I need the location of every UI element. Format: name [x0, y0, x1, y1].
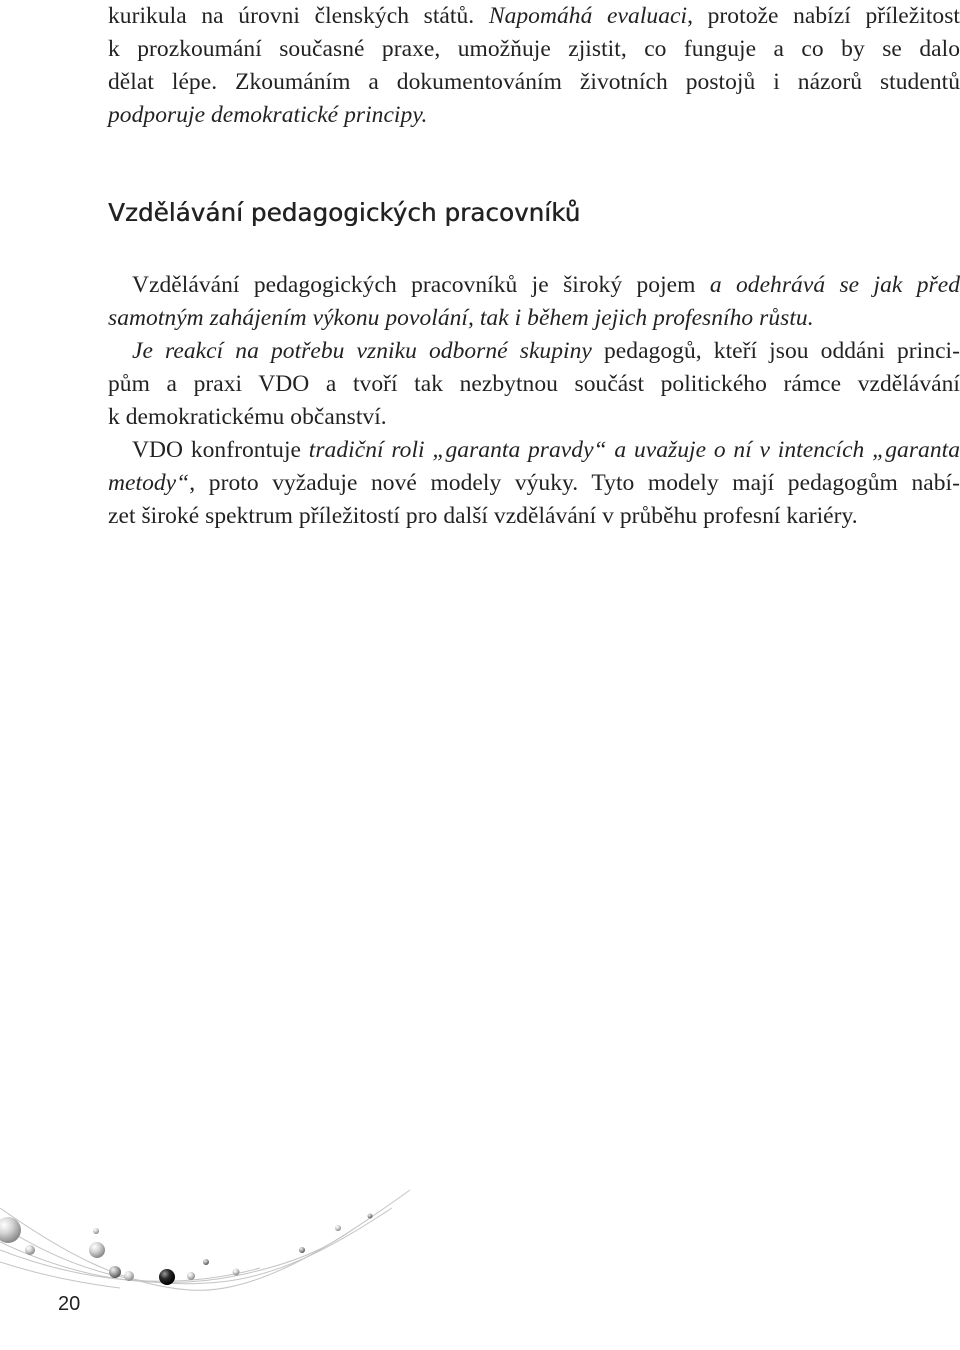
ornament-curves	[0, 1190, 410, 1290]
paragraph-2	[108, 335, 960, 434]
paragraph-2-line-1	[108, 335, 960, 368]
paragraph-1	[108, 269, 960, 335]
section-heading: Vzdělávání pedagogických pracovníků	[108, 198, 581, 227]
paragraph-1-line-1-text: Vzdělávání pedagogických pracovníků je široký pojem	[132, 272, 710, 298]
sphere-large-left	[0, 1217, 21, 1243]
sphere-mid	[89, 1242, 105, 1258]
paragraph-3-line-1	[108, 434, 960, 467]
paragraph-2-line-3: k demokratickému občanství.	[108, 404, 387, 430]
sphere-tiny-3	[233, 1269, 240, 1276]
paragraph-3-line-2-text: , proto vyžaduje nové modely výuky. Tyto modely mají pedagogům nabí-	[189, 470, 960, 496]
intro-line-4: podporuje demokratické principy.	[108, 102, 428, 128]
paragraph-3-line-1-text: VDO konfrontuje	[132, 437, 309, 463]
sphere-dark	[159, 1269, 175, 1285]
sphere-tiny-4	[299, 1247, 305, 1253]
intro-paragraph	[108, 0, 960, 132]
paragraph-1-line-1	[108, 269, 960, 302]
sphere-tiny-6	[368, 1214, 373, 1219]
intro-line-1-text: kurikula na úrovni členských států.	[108, 3, 489, 29]
paragraph-2-line-1-text: pedagogů, kteří jsou oddáni princi-	[591, 338, 960, 364]
paragraph-1-line-2: samotným zahájením výkonu povolání, tak i během jejich profesního růstu.	[108, 305, 814, 331]
sphere-small-3	[187, 1272, 195, 1280]
page-number: 20	[58, 1293, 81, 1315]
sphere-small	[25, 1245, 35, 1255]
intro-line-2: k prozkoumání současné praxe, umožňuje zjistit, co funguje a co by se dalo	[108, 36, 960, 62]
paragraph-3-line-1-italic: tradiční roli „garanta pravdy“ a uvažuje o ní v intencích „garanta	[308, 437, 960, 463]
paragraph-2-line-1-italic: Je reakcí na potřebu vzniku odborné skupiny	[132, 338, 592, 364]
paragraph-3-line-3: zet široké spektrum příležitostí pro další vzdělávání v průběhu profesní kariéry.	[108, 503, 858, 529]
sphere-tiny-2	[203, 1259, 209, 1265]
paragraph-2-line-2: pům a praxi VDO a tvoří tak nezbytnou součást politického rámce vzdělávání	[108, 371, 960, 397]
intro-line-1-end: , protože nabízí příležitost	[687, 3, 960, 29]
section-body	[108, 269, 960, 533]
paragraph-3	[108, 434, 960, 533]
paragraph-1-line-1-italic: a odehrává se jak před	[709, 272, 960, 298]
sphere-tiny-5	[335, 1225, 341, 1231]
ornament-spheres	[0, 1214, 373, 1286]
intro-line-1	[108, 0, 960, 33]
paragraph-3-line-2	[108, 467, 960, 500]
sphere-tiny	[93, 1228, 99, 1234]
sphere-small-2	[124, 1271, 134, 1281]
decorative-orbs-ornament	[0, 1180, 430, 1350]
sphere-mid-grey	[109, 1266, 121, 1278]
paragraph-3-line-2-italic: metody“	[108, 470, 190, 496]
intro-line-1-italic: Napomáhá evaluaci	[488, 3, 688, 29]
intro-line-3: dělat lépe. Zkoumáním a dokumentováním životních postojů i názorů studentů	[108, 69, 960, 95]
